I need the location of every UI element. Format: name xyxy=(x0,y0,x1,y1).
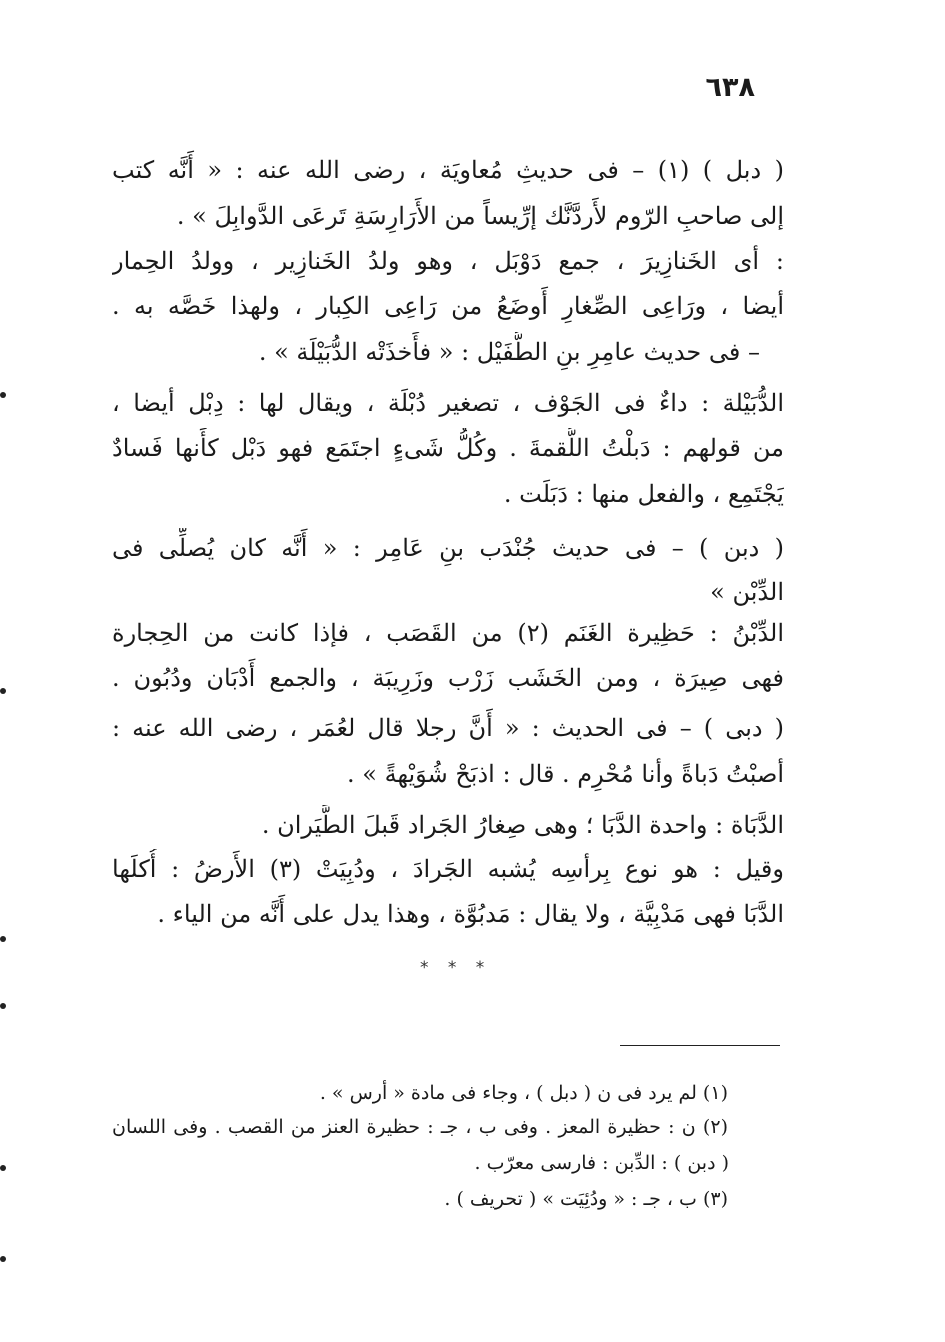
body-line: ( دبل ) (١) – فى حديثِ مُعاويَة ، رضى الله عنه : « أَنَّه كتب xyxy=(112,156,784,184)
body-line: – فى حديث عامِرِ بنِ الطُّفَيْل : « فأَخذَتْه الدُّبَيْلَة » . xyxy=(258,338,760,366)
body-line: أيضا ، ورَاعِى الصِّغارِ أَوضَعُ من رَاعِى الكِبار ، ولهذا خَصَّه به . xyxy=(112,292,784,320)
body-line: الدِّبْن » xyxy=(710,578,784,606)
scan-mark xyxy=(0,688,6,694)
body-line: الدَّبَاة : واحدة الدَّبَا ؛ وهى صِغارُ الجَراد قَبلَ الطَّيَران . xyxy=(261,811,784,839)
body-line: من قولهم : دَبلْتُ اللُّقمةَ . وكُلُّ شَىءٍ اجتَمَع فهو دَبْل كأَنها فَسادٌ xyxy=(112,434,784,462)
body-line: أصبْتُ دَباةً وأنا مُحْرِم . قال : اذبَحْ شُوَيْهةً » . xyxy=(347,760,784,788)
section-separator: * * * xyxy=(420,958,492,978)
scan-mark xyxy=(0,392,6,398)
body-line: الدُّبَيْلة : داءٌ فى الجَوْف ، تصغير دُبْلَة ، ويقال لها : دِبْل أيضا ، xyxy=(112,389,784,417)
body-line: الدِّبْنُ : حَظِيرة الغَنَم (٢) من القَصَب ، فإذا كانت من الحِجارة xyxy=(112,619,784,647)
body-line: الدَّبَا فهى مَدْبِيَّة ، ولا يقال : مَدبُوَّة ، وهذا يدل على أَنَّه من الياء . xyxy=(157,900,784,928)
footnote-line: (٣) ب ، جـ : « ودُئِيَت » ( تحريف ) . xyxy=(444,1188,728,1210)
body-line: ( دبى ) – فى الحديث : « أَنَّ رجلا قال لعُمَر ، رضى الله عنه : xyxy=(112,714,784,742)
scan-mark xyxy=(0,1256,6,1262)
body-line: يَجْتَمِع ، والفعل منها : دَبَلَت . xyxy=(503,480,784,508)
scan-mark xyxy=(0,936,6,942)
page-number: ٦٣٨ xyxy=(705,72,755,103)
scan-mark xyxy=(0,1003,6,1009)
scan-mark xyxy=(0,1165,6,1171)
body-line: فهى صِيرَة ، ومن الخَشَب زَرْب وزَرِيبَة ، والجمع أَدْبَان ودُبُون . xyxy=(112,664,784,692)
footnote-line: ( دبن ) : الدِّبن : فارسى معرّب . xyxy=(474,1152,729,1174)
body-line: وقيل : هو نوع بِرأسِه يُشبه الجَرادَ ، ودُبِيَتْ (٣) الأَرضُ : أُكلَها xyxy=(112,855,784,883)
footnote-line: (١) لم يرد فى ن ( دبل ) ، وجاء فى مادة « أرس » . xyxy=(319,1082,728,1104)
body-line: إلى صاحبِ الرّوم لأَردَّنَّك إرِّيساً من الأَرَارِسَةِ تَرعَى الدَّوابِلَ » . xyxy=(176,202,784,230)
footnote-rule xyxy=(620,1045,780,1046)
footnote-line: (٢) ن : حظيرة المعز . وفى ب ، جـ : حظيرة العنز من القصب . وفى اللسان xyxy=(112,1116,728,1138)
body-line: : أى الخَنازِيرَ ، جمع دَوْبَل ، وهو ولدُ الخَنازِير ، وولدُ الحِمار xyxy=(112,247,784,275)
body-line: ( دبن ) – فى حديث جُنْدَب بنِ عَامِر : « أَنَّه كان يُصلِّى فى xyxy=(112,534,784,562)
